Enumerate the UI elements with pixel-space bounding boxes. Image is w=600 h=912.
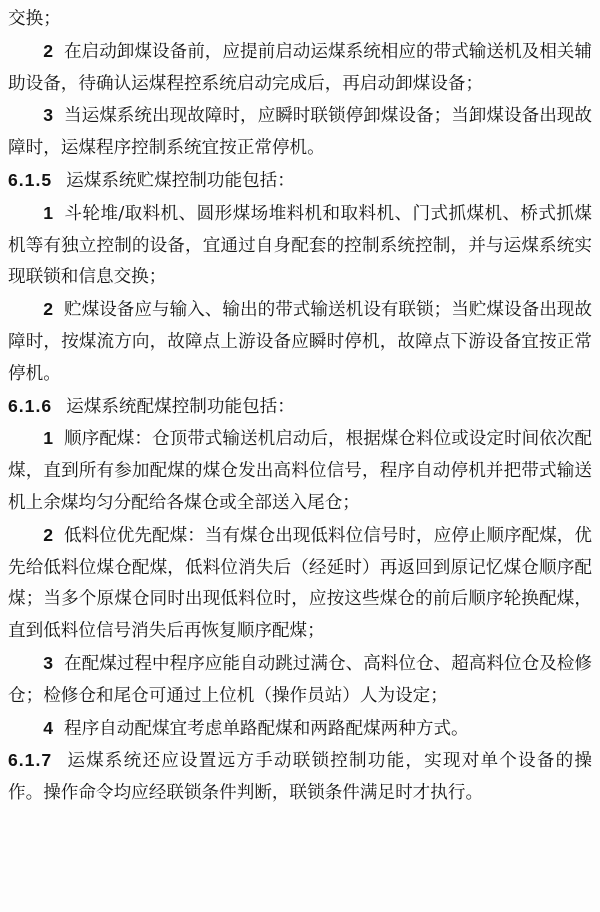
item-text: 斗轮堆/取料机、圆形煤场堆料机和取料机、门式抓煤机、桥式抓煤机等有独立控制的设备，宜通过自身配套的控制系统控制，并与运煤系统实现联锁和信息交换； <box>8 203 592 288</box>
continuation-paragraph <box>8 4 592 36</box>
item-text: 顺序配煤：仓顶带式输送机启动后，根据煤仓料位或设定时间依次配煤，直到所有参加配煤的煤仓发出高料位信号，程序自动停机并把带式输送机上余煤均匀分配给各煤仓或全部送入尾仓； <box>8 429 592 513</box>
list-item-1 <box>8 198 592 294</box>
item-text: 在启动卸煤设备前，应提前启动运煤系统相应的带式输送机及相关辅助设备，待确认运煤程控系统启动完成后，再启动卸煤设备； <box>8 41 592 94</box>
clause-number: 6.1.7 <box>8 750 53 771</box>
item-text: 低料位优先配煤：当有煤仓出现低料位信号时，应停止顺序配煤，优先给低料位煤仓配煤，低料位消失后（经延时）再返回到原记忆煤仓顺序配煤；当多个原煤仓同时出现低料位时，应按这些煤仓的前后顺序轮换配煤，直到低料位信号消失后再恢复顺序配煤； <box>8 525 592 642</box>
clause-text: 运煤系统配煤控制功能包括： <box>66 396 295 417</box>
item-text: 程序自动配煤宜考虑单路配煤和两路配煤两种方式。 <box>63 718 469 739</box>
document-body <box>8 4 592 810</box>
clause-6-1-5 <box>8 165 592 198</box>
clause-6-1-6 <box>8 391 592 424</box>
item-number: 3 <box>43 652 54 673</box>
clause-text: 运煤系统还应设置远方手动联锁控制功能，实现对单个设备的操作。操作命令均应经联锁条件判断，联锁条件满足时才执行。 <box>8 751 592 804</box>
clause-number: 6.1.6 <box>8 395 53 416</box>
list-item-2 <box>8 520 592 648</box>
item-number: 1 <box>43 428 54 449</box>
item-number: 2 <box>43 299 54 320</box>
item-number: 1 <box>43 202 54 223</box>
clause-number: 6.1.5 <box>8 169 53 190</box>
item-text: 当运煤系统出现故障时，应瞬时联锁停卸煤设备；当卸煤设备出现故障时，运煤程序控制系统宜按正常停机。 <box>8 106 592 159</box>
item-number: 4 <box>43 717 54 738</box>
item-number: 2 <box>43 524 54 545</box>
paragraph-text: 交换； <box>8 9 61 29</box>
list-item-4 <box>8 713 592 746</box>
list-item-1 <box>8 423 592 519</box>
clause-6-1-7 <box>8 745 592 810</box>
list-item-3 <box>8 100 592 165</box>
list-item-3 <box>8 648 592 713</box>
item-text: 在配煤过程中程序应能自动跳过满仓、高料位仓、超高料位仓及检修仓；检修仓和尾仓可通过上位机（操作员站）人为设定； <box>8 653 592 706</box>
item-number: 2 <box>43 40 54 61</box>
list-item-2 <box>8 294 592 390</box>
clause-text: 运煤系统贮煤控制功能包括： <box>66 170 295 191</box>
item-number: 3 <box>43 105 54 126</box>
item-text: 贮煤设备应与输入、输出的带式输送机设有联锁；当贮煤设备出现故障时，按煤流方向，故障点上游设备应瞬时停机，故障点下游设备宜按正常停机。 <box>8 300 592 384</box>
list-item-2 <box>8 36 592 101</box>
